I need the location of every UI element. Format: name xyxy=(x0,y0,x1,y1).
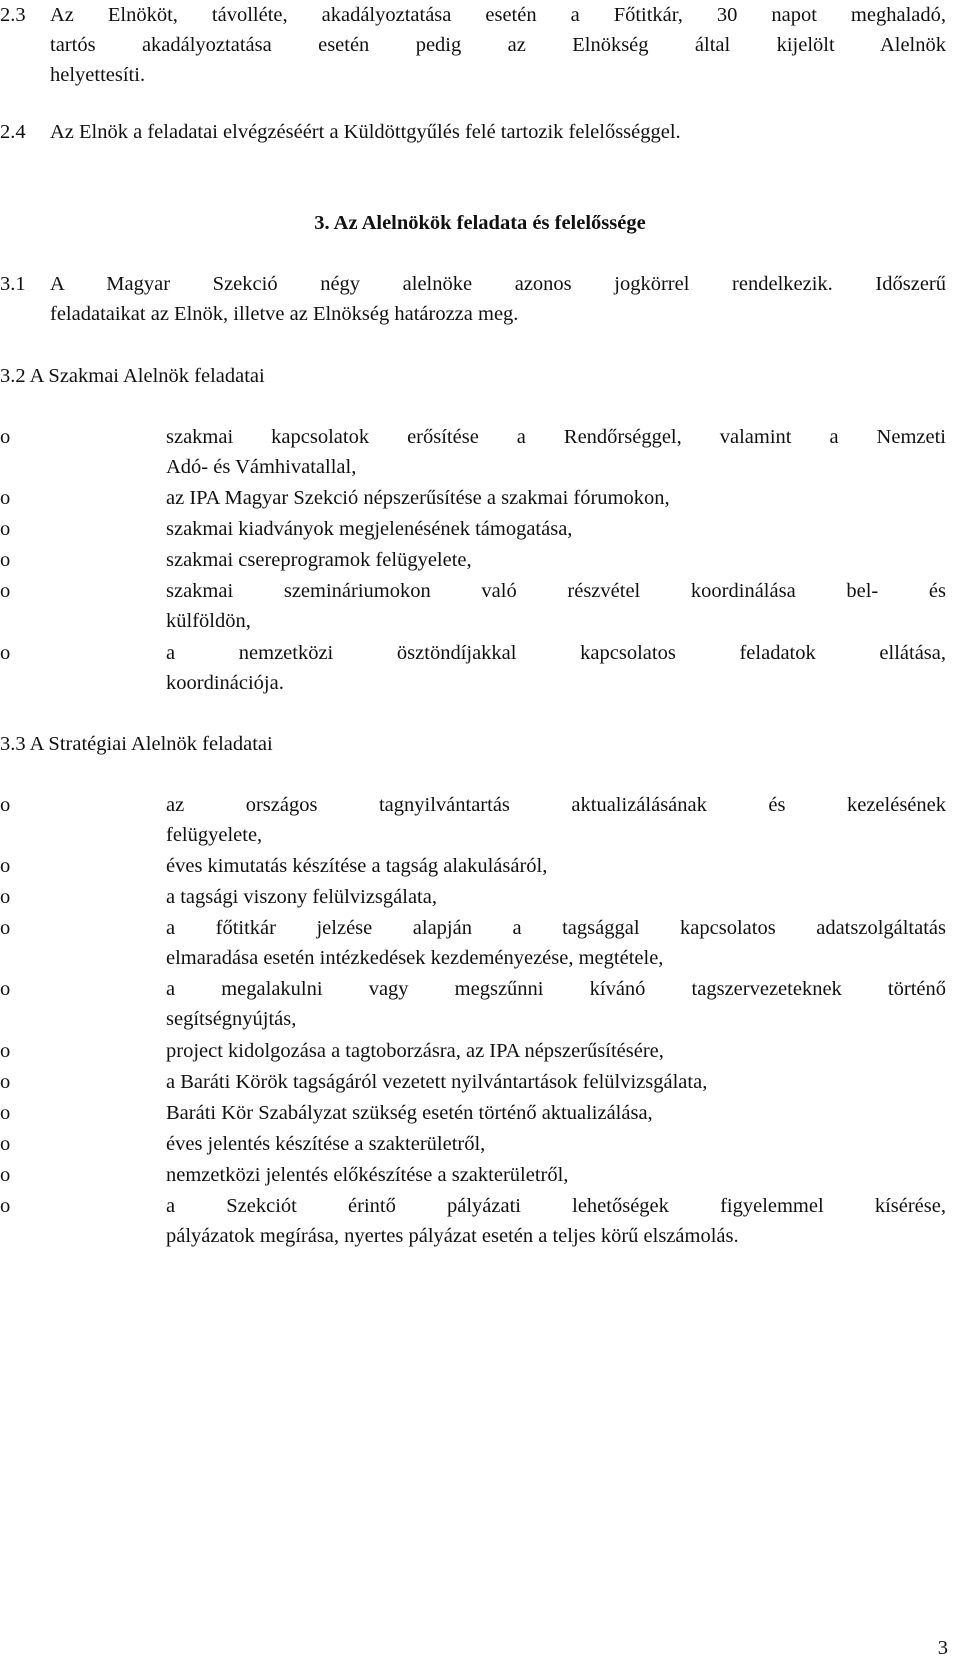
list-item-line: a tagsági viszony felülvizsgálata, xyxy=(166,886,437,908)
clause-2-4: Az Elnök a feladatai elvégzéséért a Küldöttgyűlés felé tartozik felelősséggel. xyxy=(50,121,681,143)
bullet-marker: o xyxy=(0,1040,11,1062)
subsection-heading-3-3: 3.3 A Stratégiai Alelnök feladatai xyxy=(0,733,273,755)
list-item-line: segítségnyújtás, xyxy=(166,1008,297,1030)
list-item-line: elmaradása esetén intézkedések kezdeményezése, megtétele, xyxy=(166,947,664,969)
clause-2-3 xyxy=(50,0,946,90)
clause-line: tartós akadályoztatása esetén pedig az Elnökség által kijelölt Alelnök xyxy=(50,34,946,56)
list-item-line: felügyelete, xyxy=(166,824,263,846)
clause-line: Az Elnököt, távolléte, akadályoztatása esetén a Főtitkár, 30 napot meghaladó, xyxy=(50,4,946,26)
bullet-marker: o xyxy=(0,642,11,664)
bullet-marker: o xyxy=(0,580,11,602)
list-item-line: a Baráti Körök tagságáról vezetett nyilvántartások felülvizsgálata, xyxy=(166,1071,708,1093)
clause-line: helyettesíti. xyxy=(50,64,146,86)
section-heading: 3. Az Alelnökök feladata és felelőssége xyxy=(314,212,646,234)
list-item-line: a megalakulni vagy megszűnni kívánó tagszervezeteknek történő xyxy=(166,978,946,1000)
bullet-marker: o xyxy=(0,1102,11,1124)
clause-3-1 xyxy=(50,269,946,329)
list-item-line: külföldön, xyxy=(166,610,251,632)
clause-line: feladataikat az Elnök, illetve az Elnökség határozza meg. xyxy=(50,303,519,325)
clause-line: A Magyar Szekció négy alelnöke azonos jogkörrel rendelkezik. Időszerű xyxy=(50,273,946,295)
subsection-heading-3-2: 3.2 A Szakmai Alelnök feladatai xyxy=(0,365,265,387)
bullet-marker: o xyxy=(0,426,11,448)
list-item-line: koordinációja. xyxy=(166,672,284,694)
list-item-line: pályázatok megírása, nyertes pályázat esetén a teljes körű elszámolás. xyxy=(166,1225,739,1247)
list-item-line: éves jelentés készítése a szakterületről, xyxy=(166,1133,486,1155)
list-item-line: az IPA Magyar Szekció népszerűsítése a szakmai fórumokon, xyxy=(166,487,670,509)
list-item-line: a nemzetközi ösztöndíjakkal kapcsolatos feladatok ellátása, xyxy=(166,642,946,664)
bullet-marker: o xyxy=(0,487,11,509)
bullet-marker: o xyxy=(0,1195,11,1217)
list-item-line: szakmai kapcsolatok erősítése a Rendőrséggel, valamint a Nemzeti xyxy=(166,426,946,448)
clause-number-2-3: 2.3 xyxy=(0,4,26,26)
clause-number-2-4: 2.4 xyxy=(0,121,26,143)
list-item-line: Adó- és Vámhivatallal, xyxy=(166,456,357,478)
list-item-line: a Szekciót érintő pályázati lehetőségek figyelemmel kísérése, xyxy=(166,1195,946,1217)
list-item-line: az országos tagnyilvántartás aktualizálásának és kezelésének xyxy=(166,794,946,816)
page-number: 3 xyxy=(937,1637,948,1659)
bullet-marker: o xyxy=(0,794,11,816)
bullet-marker: o xyxy=(0,917,11,939)
clause-number-3-1: 3.1 xyxy=(0,273,26,295)
list-item-line: project kidolgozása a tagtoborzásra, az IPA népszerűsítésére, xyxy=(166,1040,664,1062)
bullet-marker: o xyxy=(0,978,11,1000)
bullet-marker: o xyxy=(0,855,11,877)
bullet-marker: o xyxy=(0,549,11,571)
list-item-line: szakmai szemináriumokon való részvétel koordinálása bel- és xyxy=(166,580,946,602)
bullet-marker: o xyxy=(0,1164,11,1186)
list-item-line: nemzetközi jelentés előkészítése a szakterületről, xyxy=(166,1164,569,1186)
bullet-marker: o xyxy=(0,518,11,540)
bullet-marker: o xyxy=(0,1071,11,1093)
list-item-line: Baráti Kör Szabályzat szükség esetén történő aktualizálása, xyxy=(166,1102,653,1124)
bullet-marker: o xyxy=(0,1133,11,1155)
list-item-line: szakmai kiadványok megjelenésének támogatása, xyxy=(166,518,573,540)
list-item-line: éves kimutatás készítése a tagság alakulásáról, xyxy=(166,855,548,877)
list-item-line: szakmai csereprogramok felügyelete, xyxy=(166,549,472,571)
bullet-marker: o xyxy=(0,886,11,908)
list-item-line: a főtitkár jelzése alapján a tagsággal kapcsolatos adatszolgáltatás xyxy=(166,917,946,939)
